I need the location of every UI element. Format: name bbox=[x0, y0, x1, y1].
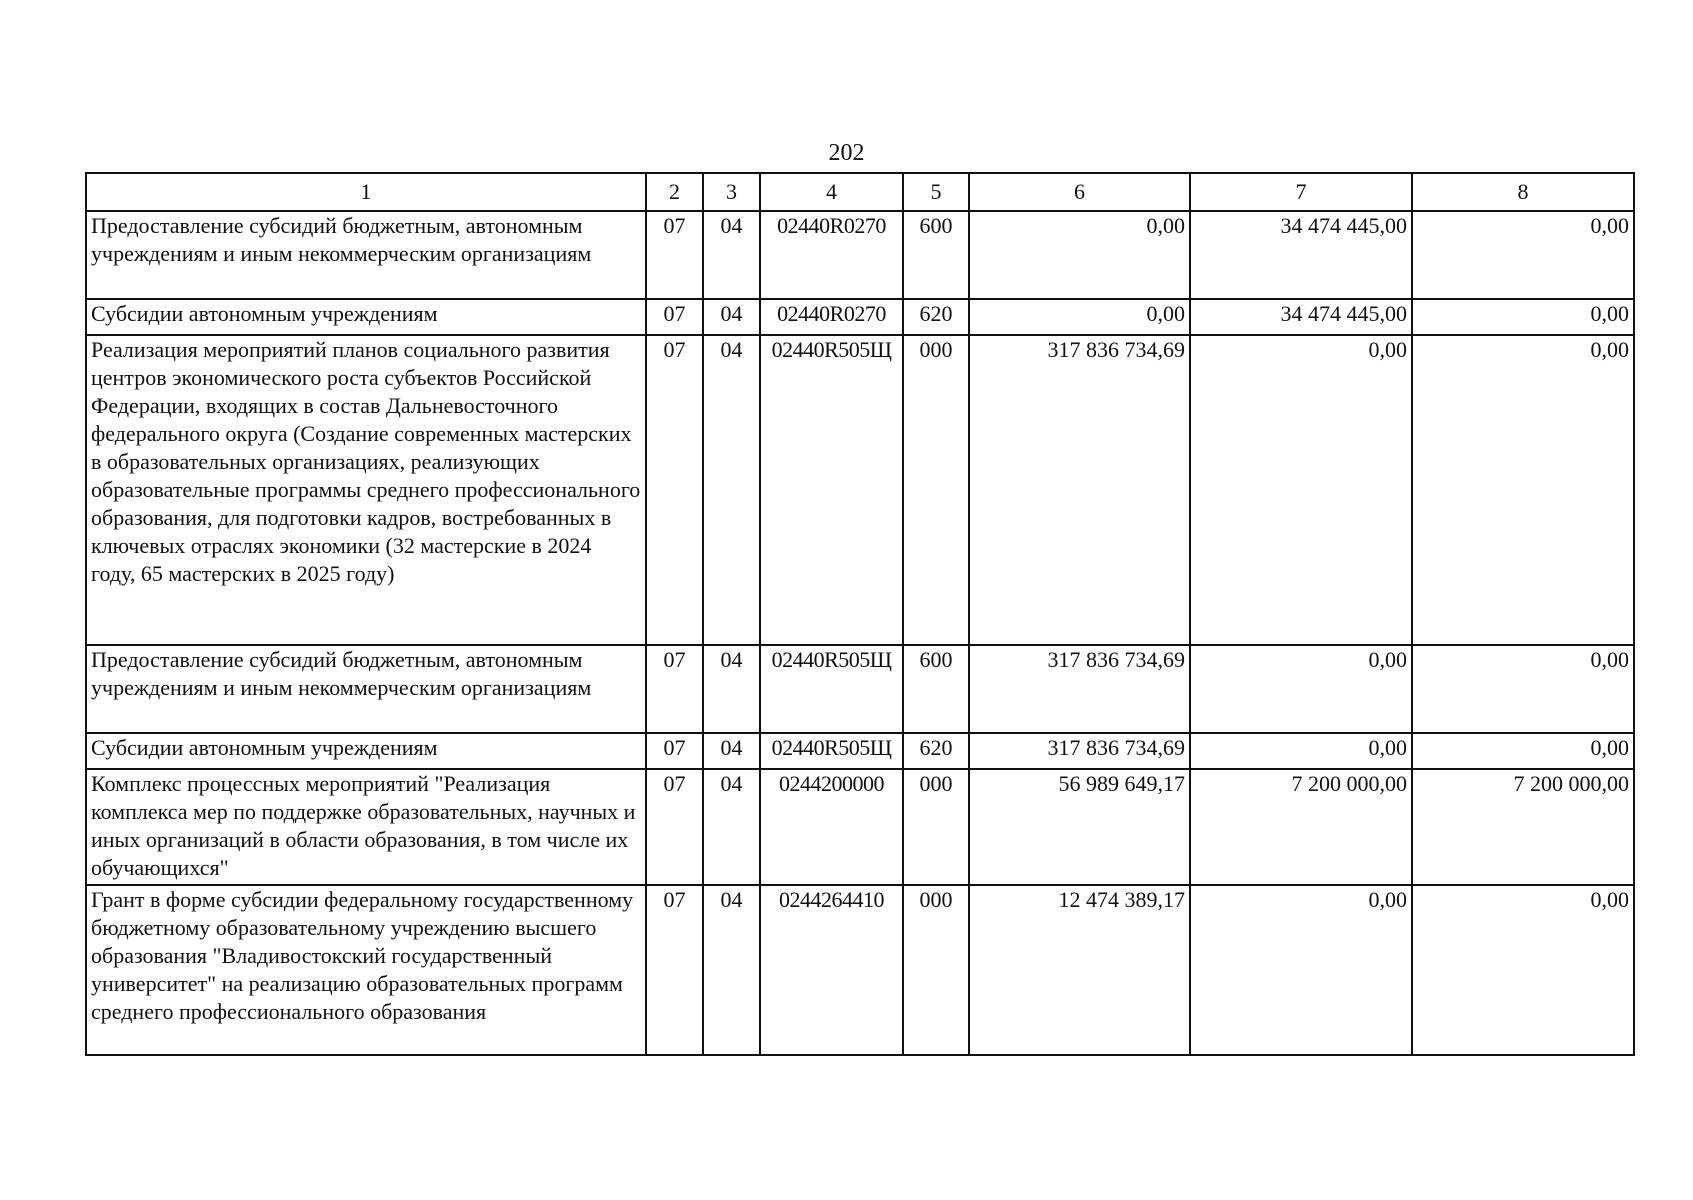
table-row bbox=[86, 733, 1634, 769]
column-header: 1 bbox=[86, 173, 646, 211]
amount-col-6: 56 989 649,17 bbox=[969, 769, 1190, 885]
page-number: 202 bbox=[828, 140, 865, 166]
expense-name: Предоставление субсидий бюджетным, автономным учреждениям и иным некоммерческим организациям bbox=[86, 645, 646, 733]
amount-col-8: 7 200 000,00 bbox=[1412, 769, 1634, 885]
column-header: 4 bbox=[760, 173, 903, 211]
subsection-code: 04 bbox=[703, 645, 760, 733]
column-header: 6 bbox=[969, 173, 1190, 211]
expense-type-code: 000 bbox=[903, 335, 969, 645]
column-header: 8 bbox=[1412, 173, 1634, 211]
amount-col-7: 34 474 445,00 bbox=[1190, 299, 1412, 335]
amount-col-6: 0,00 bbox=[969, 299, 1190, 335]
subsection-code: 04 bbox=[703, 769, 760, 885]
section-code: 07 bbox=[646, 645, 703, 733]
amount-col-6: 317 836 734,69 bbox=[969, 645, 1190, 733]
table-row bbox=[86, 645, 1634, 733]
target-article-code: 0244264410 bbox=[760, 885, 903, 1055]
amount-col-6: 317 836 734,69 bbox=[969, 335, 1190, 645]
expense-name: Субсидии автономным учреждениям bbox=[86, 299, 646, 335]
target-article-code: 02440R0270 bbox=[760, 299, 903, 335]
table-row bbox=[86, 769, 1634, 885]
expense-name: Реализация мероприятий планов социального развития центров экономического роста субъектов Российской Федерации, входящих в состав Дальневосточного федерального округа (Создание современных мастерских в образовательных организациях, реализующих образовательные программы среднего профессионального образования, для подготовки кадров, востребованных в ключевых отраслях экономики (32 мастерские в 2024 году, 65 мастерских в 2025 году) bbox=[86, 335, 646, 645]
section-code: 07 bbox=[646, 211, 703, 299]
amount-col-7: 34 474 445,00 bbox=[1190, 211, 1412, 299]
expense-type-code: 600 bbox=[903, 211, 969, 299]
expense-name: Комплекс процессных мероприятий "Реализация комплекса мер по поддержке образовательных, научных и иных организаций в области образования, в том числе их обучающихся" bbox=[86, 769, 646, 885]
expense-type-code: 620 bbox=[903, 733, 969, 769]
amount-col-8: 0,00 bbox=[1412, 733, 1634, 769]
table-header-row bbox=[86, 173, 1634, 211]
subsection-code: 04 bbox=[703, 733, 760, 769]
expense-name: Предоставление субсидий бюджетным, автономным учреждениям и иным некоммерческим организациям bbox=[86, 211, 646, 299]
column-header: 5 bbox=[903, 173, 969, 211]
table-row bbox=[86, 885, 1634, 1055]
amount-col-8: 0,00 bbox=[1412, 299, 1634, 335]
subsection-code: 04 bbox=[703, 335, 760, 645]
target-article-code: 02440R0270 bbox=[760, 211, 903, 299]
amount-col-7: 0,00 bbox=[1190, 733, 1412, 769]
target-article-code: 02440R505Щ bbox=[760, 645, 903, 733]
amount-col-8: 0,00 bbox=[1412, 211, 1634, 299]
column-header: 2 bbox=[646, 173, 703, 211]
expense-type-code: 600 bbox=[903, 645, 969, 733]
amount-col-6: 0,00 bbox=[969, 211, 1190, 299]
budget-table bbox=[85, 172, 1635, 1056]
column-header: 3 bbox=[703, 173, 760, 211]
subsection-code: 04 bbox=[703, 885, 760, 1055]
amount-col-7: 7 200 000,00 bbox=[1190, 769, 1412, 885]
column-header: 7 bbox=[1190, 173, 1412, 211]
amount-col-8: 0,00 bbox=[1412, 645, 1634, 733]
target-article-code: 02440R505Щ bbox=[760, 335, 903, 645]
amount-col-7: 0,00 bbox=[1190, 645, 1412, 733]
amount-col-8: 0,00 bbox=[1412, 335, 1634, 645]
section-code: 07 bbox=[646, 769, 703, 885]
target-article-code: 0244200000 bbox=[760, 769, 903, 885]
amount-col-8: 0,00 bbox=[1412, 885, 1634, 1055]
expense-type-code: 620 bbox=[903, 299, 969, 335]
amount-col-6: 317 836 734,69 bbox=[969, 733, 1190, 769]
table-row bbox=[86, 335, 1634, 645]
amount-col-7: 0,00 bbox=[1190, 885, 1412, 1055]
expense-name: Грант в форме субсидии федеральному государственному бюджетному образовательному учреждению высшего образования "Владивостокский государственный университет" на реализацию образовательных программ среднего профессионального образования bbox=[86, 885, 646, 1055]
expense-name: Субсидии автономным учреждениям bbox=[86, 733, 646, 769]
amount-col-7: 0,00 bbox=[1190, 335, 1412, 645]
expense-type-code: 000 bbox=[903, 769, 969, 885]
amount-col-6: 12 474 389,17 bbox=[969, 885, 1190, 1055]
section-code: 07 bbox=[646, 299, 703, 335]
expense-type-code: 000 bbox=[903, 885, 969, 1055]
subsection-code: 04 bbox=[703, 211, 760, 299]
subsection-code: 04 bbox=[703, 299, 760, 335]
target-article-code: 02440R505Щ bbox=[760, 733, 903, 769]
section-code: 07 bbox=[646, 335, 703, 645]
section-code: 07 bbox=[646, 885, 703, 1055]
section-code: 07 bbox=[646, 733, 703, 769]
table-row bbox=[86, 211, 1634, 299]
table-row bbox=[86, 299, 1634, 335]
